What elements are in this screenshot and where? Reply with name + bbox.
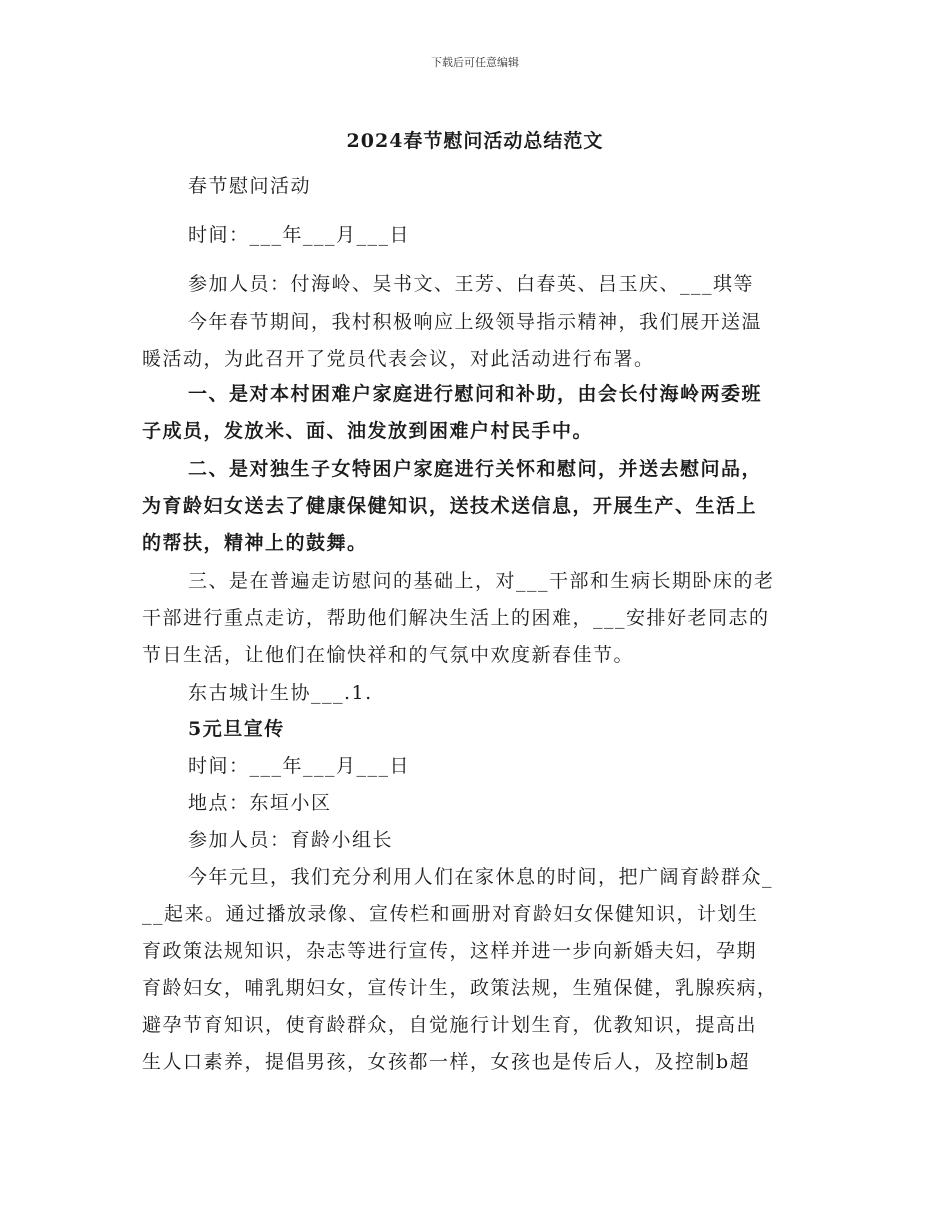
paragraph-new-year-body bbox=[142, 859, 822, 1081]
paragraph-heading-spring-festival: 春节慰问活动 bbox=[188, 175, 312, 197]
text-line: 今年春节期间，我村积极响应上级领导指示精神，我们展开送温 bbox=[188, 311, 763, 333]
text-line: 今年元旦，我们充分利用人们在家休息的时间，把广阔育龄群众_ bbox=[188, 866, 774, 888]
page-header-note: 下载后可任意编辑 bbox=[431, 56, 519, 69]
section-heading-new-year: 5元旦宣传 bbox=[188, 718, 285, 740]
text-line: 干部进行重点走访，帮助他们解决生活上的困难，___安排好老同志的 bbox=[142, 607, 770, 629]
text-line: 节日生活，让他们在愉快祥和的气氛中欢度新春佳节。 bbox=[142, 644, 635, 666]
paragraph-location: 地点：东垣小区 bbox=[188, 792, 332, 814]
paragraph-participants: 参加人员：付海岭、吴书文、王芳、白春英、吕玉庆、___琪等 bbox=[188, 273, 755, 295]
text-line: 的帮扶，精神上的鼓舞。 bbox=[142, 532, 368, 554]
paragraph-item-three bbox=[142, 563, 822, 674]
paragraph-participants-2: 参加人员：育龄小组长 bbox=[188, 829, 394, 851]
paragraph-item-two bbox=[142, 451, 822, 562]
text-line: 避孕节育知识，使育龄群众，自觉施行计划生育，优教知识，提高出 bbox=[142, 1014, 758, 1036]
text-line: 一、是对本村困难户家庭进行慰问和补助，由会长付海岭两委班 bbox=[188, 383, 763, 405]
text-line: 育政策法规知识，杂志等进行宣传，这样并进一步向新婚夫妇，孕期 bbox=[142, 940, 758, 962]
text-line: 二、是对独生子女特困户家庭进行关怀和慰问，并送去慰问品， bbox=[188, 458, 763, 480]
text-line: 为育龄妇女送去了健康保健知识，送技术送信息，开展生产、生活上 bbox=[142, 495, 758, 517]
paragraph-time-2: 时间：___年___月___日 bbox=[188, 755, 411, 777]
document-title: 2024春节慰问活动总结范文 bbox=[346, 130, 604, 152]
text-line: 育龄妇女，哺乳期妇女，宣传计生，政策法规，生殖保健，乳腺疾病， bbox=[142, 977, 778, 999]
text-line: 生人口素养，提倡男孩，女孩都一样，女孩也是传后人，及控制b超 bbox=[142, 1051, 751, 1073]
text-line: 子成员，发放米、面、油发放到困难户村民手中。 bbox=[142, 420, 594, 442]
paragraph-signature: 东古城计生协___.1. bbox=[188, 682, 373, 704]
paragraph-item-one bbox=[142, 376, 822, 450]
paragraph-time: 时间：___年___月___日 bbox=[188, 224, 411, 246]
paragraph-intro bbox=[142, 304, 822, 378]
text-line: __起来。通过播放录像、宣传栏和画册对育龄妇女保健知识，计划生 bbox=[142, 903, 759, 925]
text-line: 三、是在普遍走访慰问的基础上，对___干部和生病长期卧床的老 bbox=[188, 570, 775, 592]
text-line: 暖活动，为此召开了党员代表会议，对此活动进行布署。 bbox=[142, 348, 655, 370]
